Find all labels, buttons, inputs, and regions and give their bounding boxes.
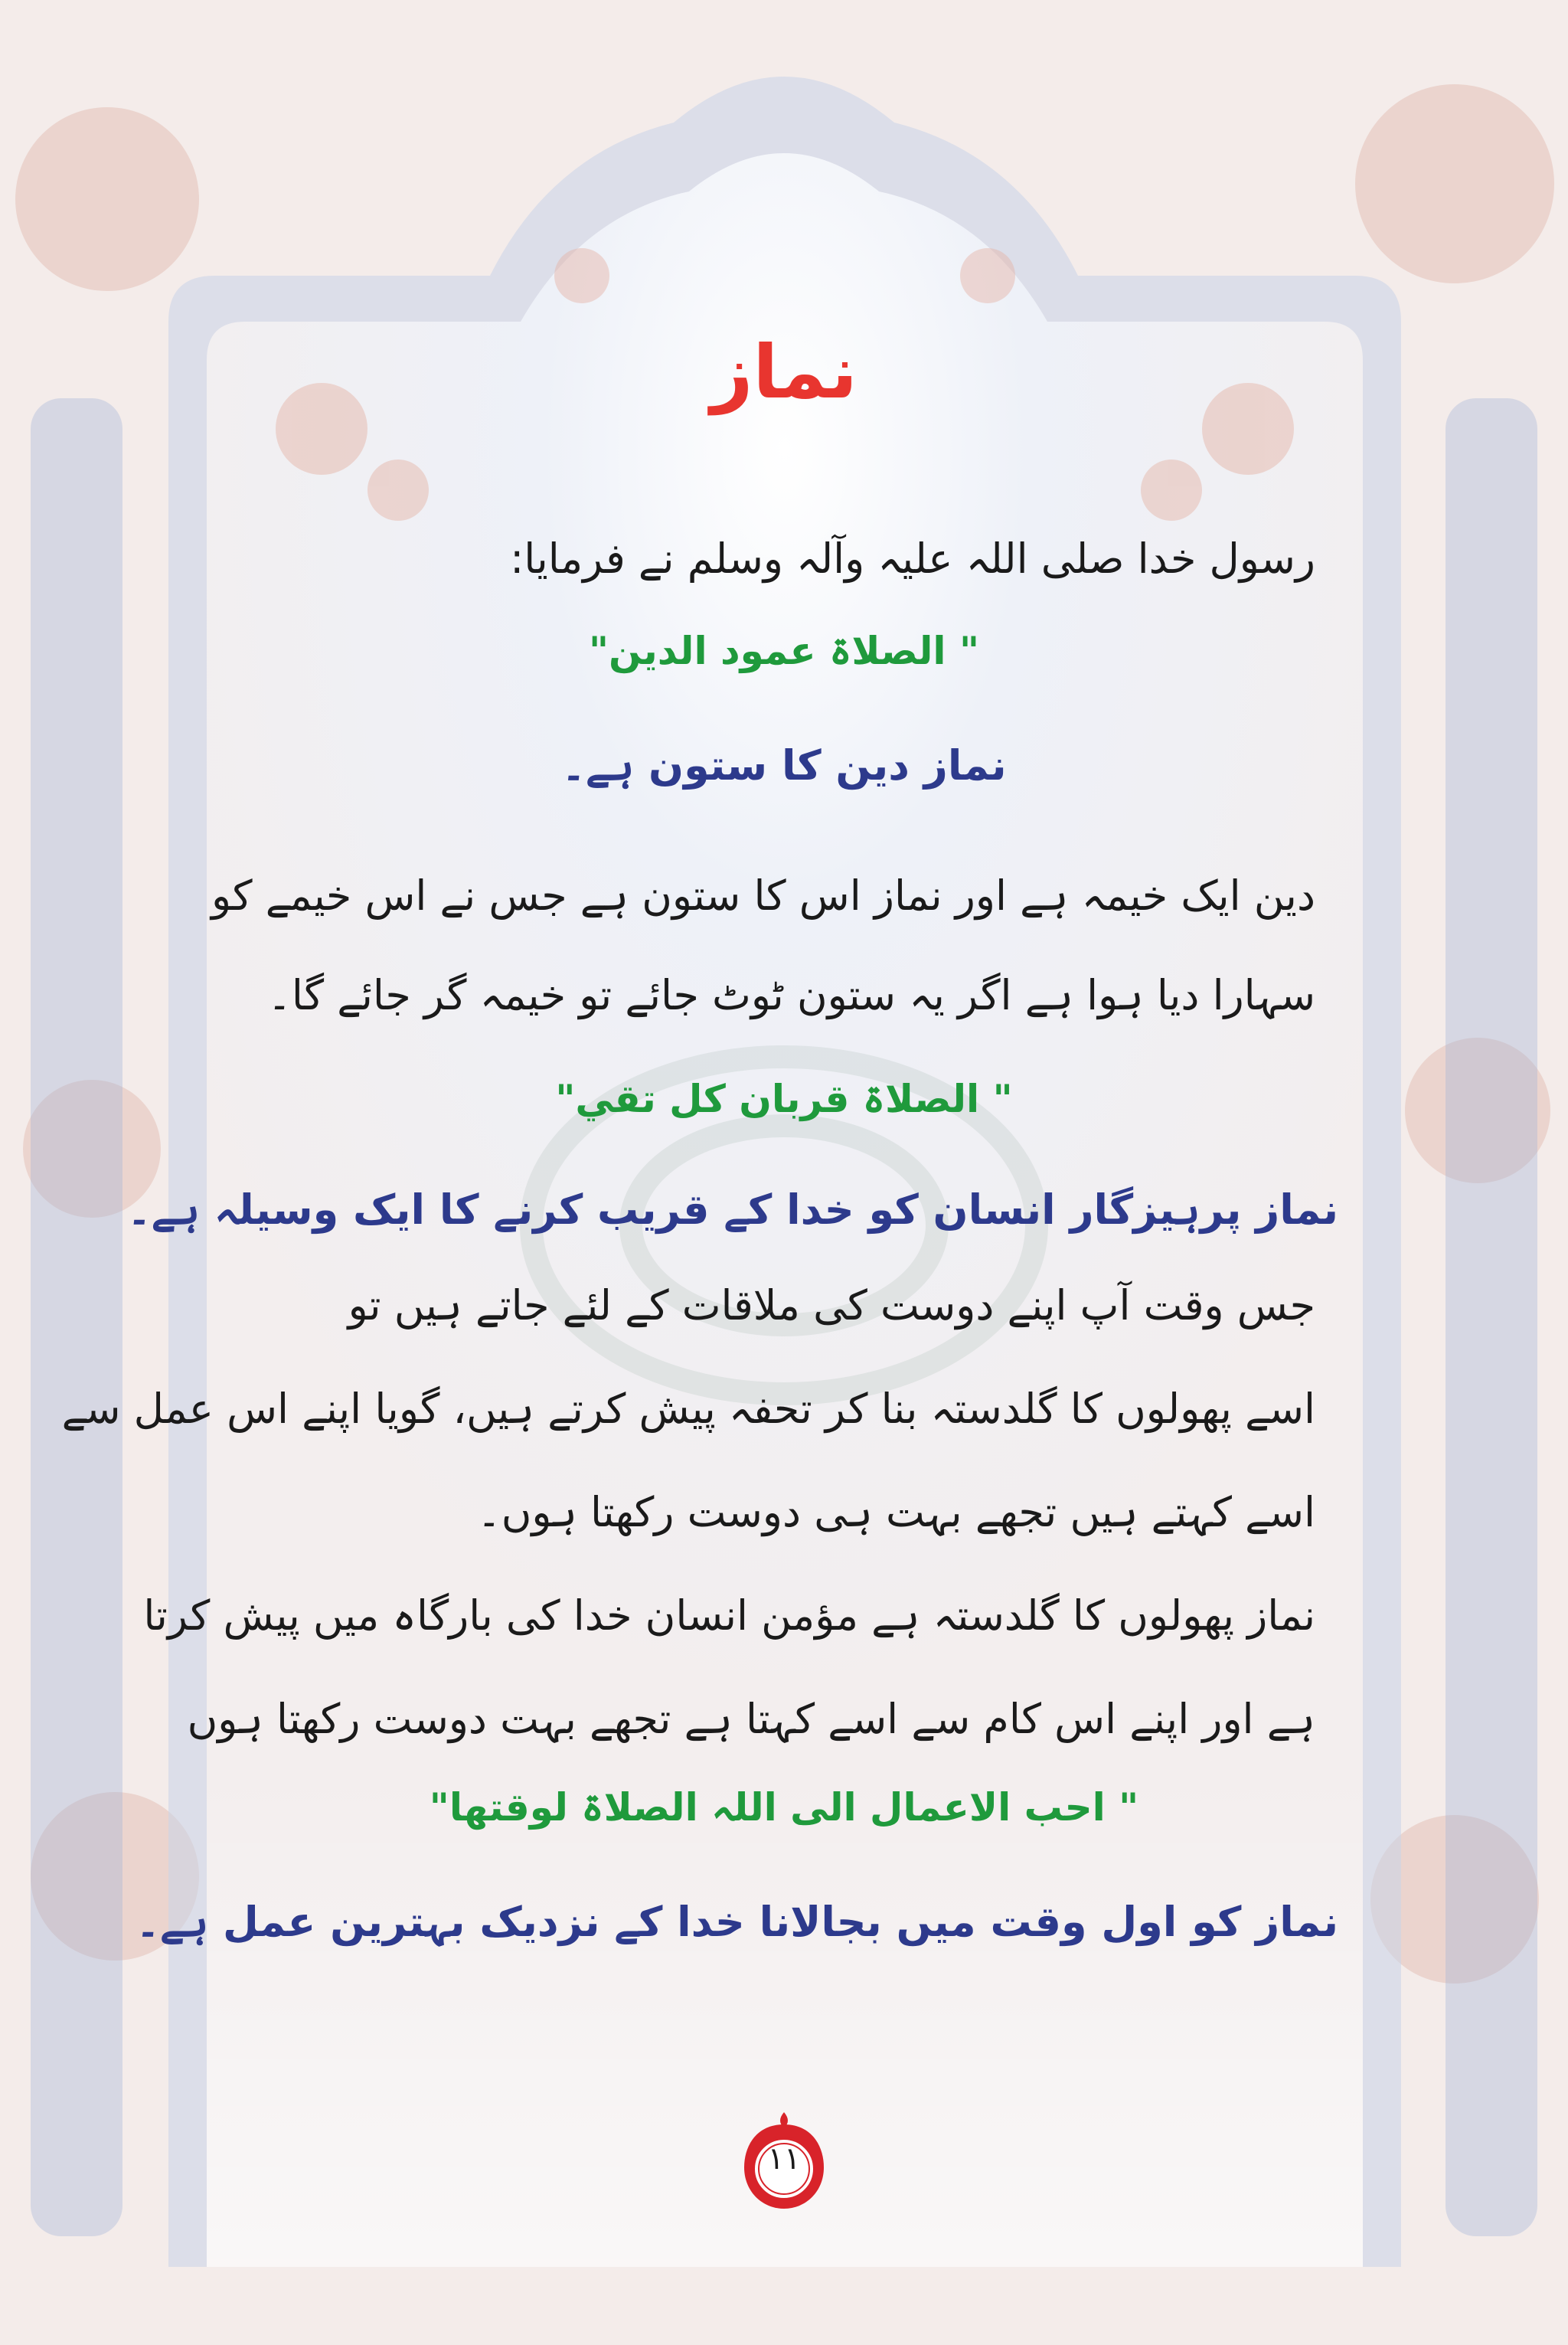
hadith-2-line-4: نماز پھولوں کا گلدستہ ہے مؤمن انسان خدا کی بارگاہ میں پیش کرتا (143, 1591, 1315, 1640)
hadith-3-arabic: " احب الاعمال الی اللہ الصلاۃ لوقتھا" (429, 1785, 1139, 1830)
hadith-2-line-1: جس وقت آپ اپنے دوست کی ملاقات کے لئے جاتے ہیں تو (348, 1281, 1315, 1329)
hadith-1-translation: نماز دین کا ستون ہے۔ (561, 741, 1007, 790)
page-number: ۱۱ (767, 2141, 801, 2177)
hadith-3-translation: نماز کو اول وقت میں بجالانا خدا کے نزدیک بہترین عمل ہے۔ (136, 1898, 1338, 1946)
page-title: نماز (710, 329, 858, 415)
intro-line: رسول خدا صلی اللہ علیہ وآلہ وسلم نے فرمایا: (510, 535, 1315, 583)
hadith-2-line-3: اسے کہتے ہیں تجھے بہت ہی دوست رکھتا ہوں۔ (477, 1488, 1315, 1536)
hadith-2-line-2: اسے پھولوں کا گلدستہ بنا کر تحفہ پیش کرتے ہیں، گویا اپنے اس عمل سے (61, 1385, 1315, 1433)
hadith-1-arabic: " الصلاۃ عمود الدین" (588, 629, 979, 673)
hadith-2-translation: نماز پرہیزگار انسان کو خدا کے قریب کرنے کا ایک وسیلہ ہے۔ (127, 1186, 1338, 1234)
hadith-2-line-5: ہے اور اپنے اس کام سے اسے کہتا ہے تجھے بہت دوست رکھتا ہوں (187, 1695, 1315, 1743)
hadith-2-arabic: " الصلاۃ قربان کل تقي" (555, 1077, 1013, 1121)
hadith-1-line-2: سہارا دیا ہوا ہے اگر یہ ستون ٹوٹ جائے تو خیمہ گر جائے گا۔ (267, 971, 1315, 1019)
hadith-1-line-1: دین ایک خیمہ ہے اور نماز اس کا ستون ہے جس نے اس خیمے کو (211, 872, 1315, 920)
page-number-badge (738, 2108, 830, 2215)
